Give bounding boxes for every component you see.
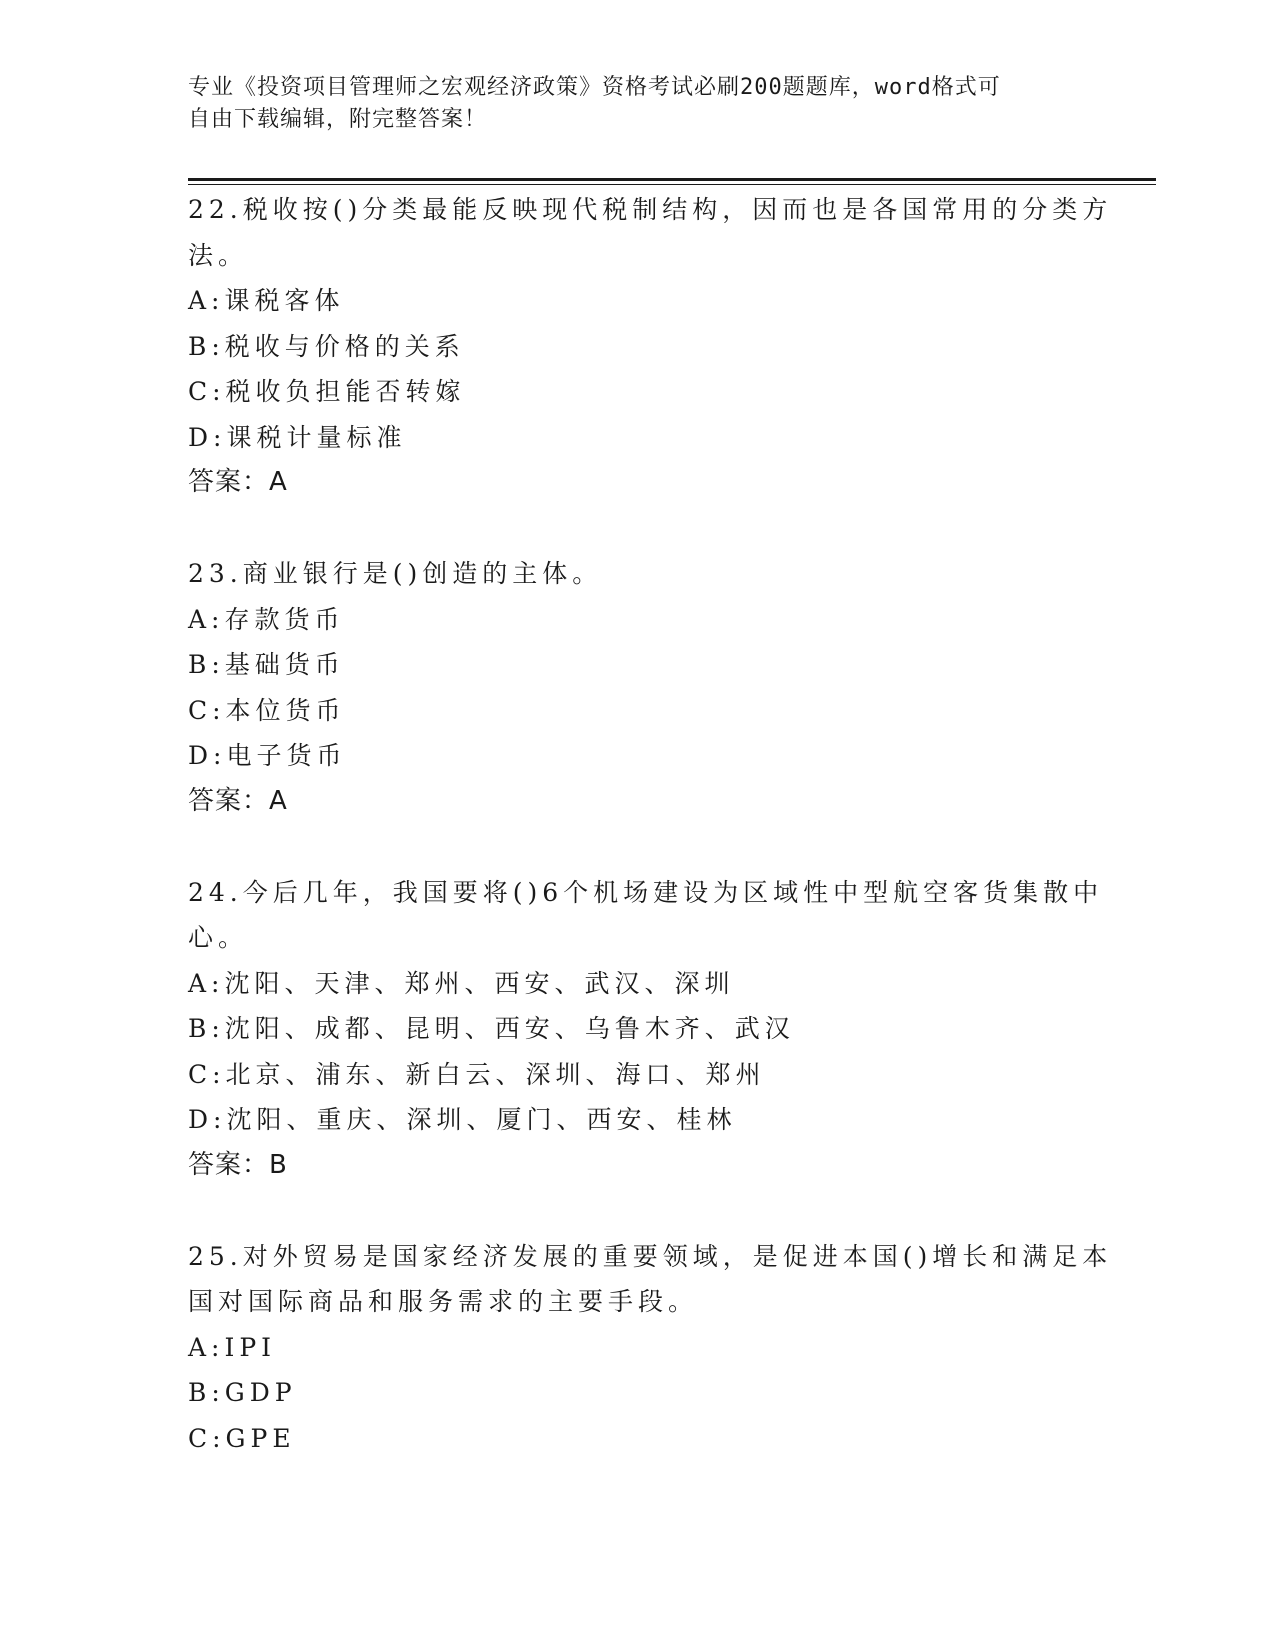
- question-stem: 法。: [188, 240, 249, 270]
- option-b: B:基础货币: [188, 650, 345, 679]
- question-list: [188, 187, 1113, 1461]
- answer: 答案：A: [188, 467, 288, 497]
- option-a: A:沈阳、天津、郑州、西安、武汉、深圳: [188, 968, 735, 998]
- option-d: D:沈阳、重庆、深圳、厦门、西安、桂林: [188, 1105, 737, 1134]
- question-23: [188, 551, 1088, 824]
- option-c: C:北京、浦东、新白云、深圳、海口、郑州: [188, 1059, 766, 1089]
- option-a: A:课税客体: [188, 286, 345, 315]
- option-b: B:税收与价格的关系: [188, 331, 465, 361]
- question-stem: 22.税收按()分类最能反映现代税制结构，因而也是各国常用的分类方: [188, 195, 1113, 224]
- option-a: A:存款货币: [188, 604, 345, 634]
- question-stem: 24.今后几年，我国要将()6个机场建设为区域性中型航空客货集散中: [188, 877, 1104, 907]
- spacer: [188, 824, 1088, 870]
- spacer: [188, 1188, 1088, 1234]
- question-22: [188, 187, 1113, 506]
- question-25: [188, 1234, 1113, 1462]
- spacer: [188, 506, 1088, 552]
- option-c: C:GPE: [188, 1423, 296, 1453]
- option-b: B:沈阳、成都、昆明、西安、乌鲁木齐、武汉: [188, 1014, 795, 1043]
- option-c: C:本位货币: [188, 695, 346, 725]
- option-b: B:GDP: [188, 1378, 297, 1407]
- option-d: D:课税计量标准: [188, 422, 407, 452]
- question-stem: 25.对外贸易是国家经济发展的重要领域，是促进本国()增长和满足本: [188, 1241, 1113, 1271]
- header-rule: [188, 178, 1156, 181]
- answer: 答案：A: [188, 785, 288, 816]
- option-a: A:IPI: [188, 1332, 277, 1362]
- header-rule-thin: [188, 184, 1156, 185]
- option-c: C:税收负担能否转嫁: [188, 377, 466, 406]
- option-d: D:电子货币: [188, 741, 347, 770]
- question-stem: 23.商业银行是()创造的主体。: [188, 559, 603, 588]
- document-header: [188, 72, 1068, 136]
- answer: 答案：B: [188, 1149, 288, 1180]
- question-stem: 国对国际商品和服务需求的主要手段。: [188, 1287, 699, 1316]
- header-line-1: 专业《投资项目管理师之宏观经济政策》资格考试必刷200题题库，word格式可: [188, 75, 1001, 100]
- question-stem: 心。: [188, 923, 249, 952]
- question-24: [188, 870, 1104, 1189]
- header-line-2: 自由下载编辑，附完整答案！: [188, 107, 488, 132]
